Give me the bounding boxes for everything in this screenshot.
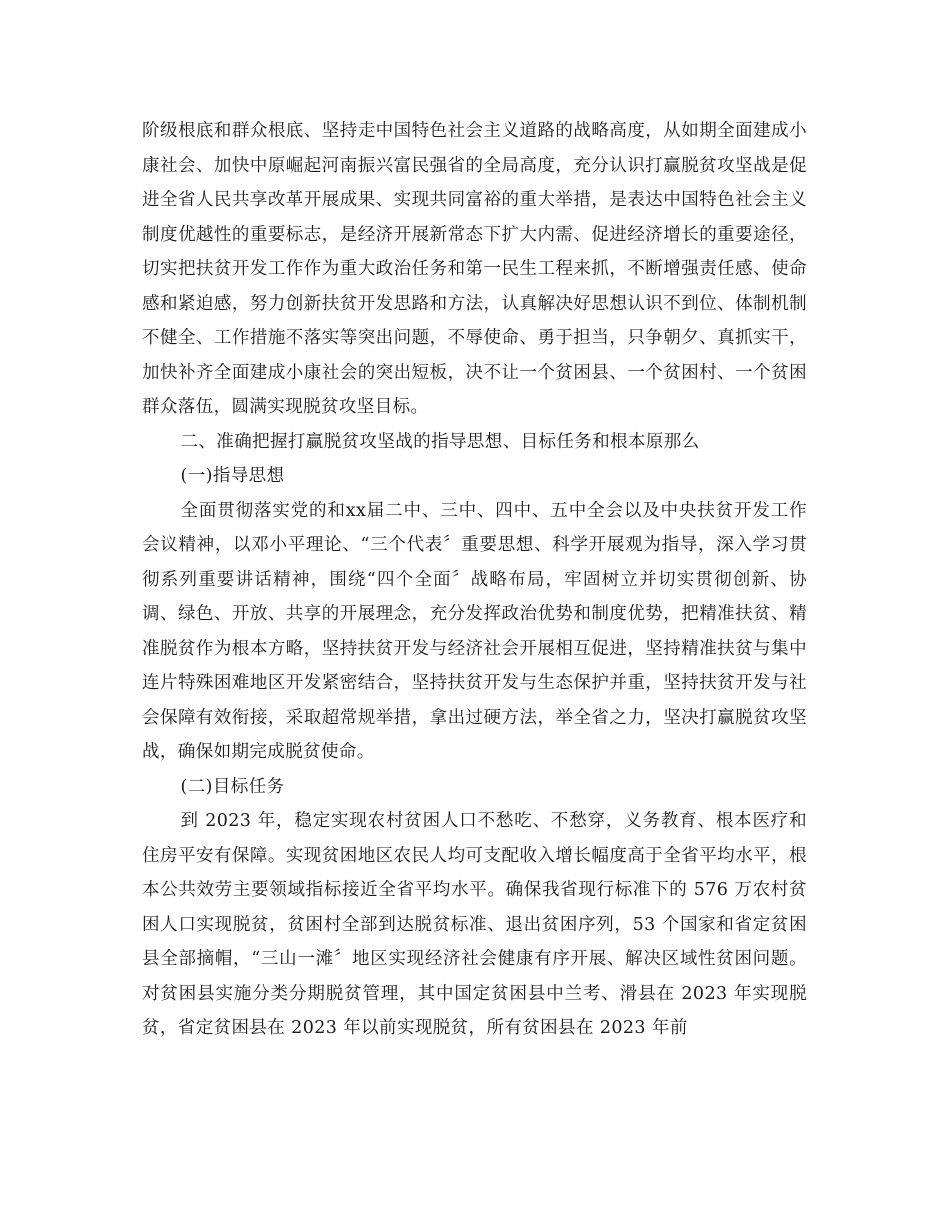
paragraph-goals: 到 2023 年，稳定实现农村贫困人口不愁吃、不愁穿，义务教育、根本医疗和住房平安有保障。实现贫困地区农民人均可支配收入增长幅度高于全省平均水平，根本公共效劳主要领域指标接近全省平均水平。确保我省现行标准下的 576 万农村贫困人口实现脱贫，贫困村全部到达脱贫标准、退出贫困序列，53 个国家和省定贫困县全部摘帽，“三山一滩〞地区实现经济社会健康有序开展、解决区域性贫困问题。对贫困县实施分类分期脱贫管理，其中国定贫困县中兰考、滑县在 2023 年实现脱贫，省定贫困县在 2023 年以前实现脱贫，所有贫困县在 2023 年前 bbox=[142, 811, 807, 1038]
paragraph-guiding-ideology: 全面贯彻落实党的和xx届二中、三中、四中、五中全会以及中央扶贫开发工作会议精神，以邓小平理论、“三个代表〞重要思想、科学开展观为指导，深入学习贯彻系列重要讲话精神，围绕“四个全面〞战略布局，牢固树立并切实贯彻创新、协调、绿色、开放、共享的开展理念，充分发挥政治优势和制度优势，把精准扶贫、精准脱贫作为根本方略，坚持扶贫开发与经济社会开展相互促进，坚持精准扶贫与集中连片特殊困难地区开发紧密结合，坚持扶贫开发与生态保护并重，坚持扶贫开发与社会保障有效衔接，采取超常规举措，拿出过硬方法，举全省之力，坚决打赢脱贫攻坚战，确保如期完成脱贫使命。 bbox=[142, 500, 807, 762]
subsection-heading-goals: (二)目标任务 bbox=[180, 776, 285, 797]
subsection-heading-guiding-ideology: (一)指导思想 bbox=[180, 466, 285, 486]
paragraph-continued: 阶级根底和群众根底、坚持走中国特色社会主义道路的战略高度，从如期全面建成小康社会、加快中原崛起河南振兴富民强省的全局高度，充分认识打赢脱贫攻坚战是促进全省人民共享改革开展成果、实现共同富裕的重大举措，是表达中国特色社会主义制度优越性的重要标志，是经济开展新常态下扩大内需、促进经济增长的重要途径，切实把扶贫开发工作作为重大政治任务和第一民生工程来抓，不断增强责任感、使命感和紧迫感，努力创新扶贫开发思路和方法，认真解决好思想认识不到位、体制机制不健全、工作措施不落实等突出问题，不辱使命、勇于担当，只争朝夕、真抓实干，加快补齐全面建成小康社会的突出短板，决不让一个贫困县、一个贫困村、一个贫困群众落伍，圆满实现脱贫攻坚目标。 bbox=[142, 121, 807, 417]
section-heading: 二、准确把握打赢脱贫攻坚战的指导思想、目标任务和根本原那么 bbox=[180, 431, 700, 452]
document-body bbox=[142, 114, 807, 1046]
